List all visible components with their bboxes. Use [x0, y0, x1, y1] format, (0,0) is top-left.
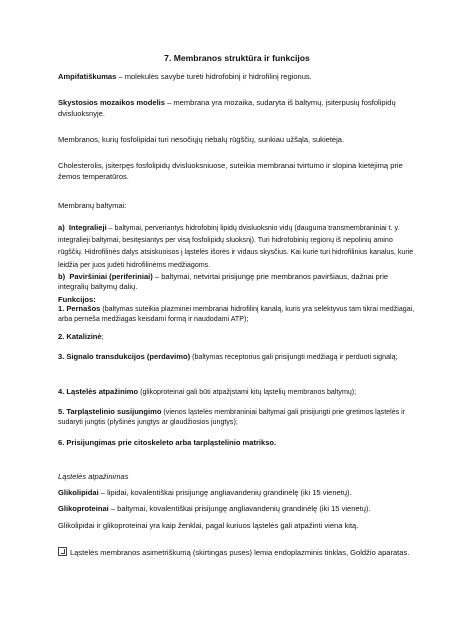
glycoproteins-paragraph [58, 503, 416, 514]
function-1 [58, 304, 416, 325]
amphipathic-definition: – molekulės savybė turėti hidrofobinį ir hidrofilinį regionus. [116, 72, 312, 81]
membranes-paragraph: Membranos, kurių fosfolipidai turi nesočiųjų riebalų rūgščių, sunkiau užšąla, sukietėja. [58, 135, 345, 144]
fluid-mosaic-term: Skystosios mozaikos modelis [58, 98, 165, 107]
function-2-text: ; [101, 332, 104, 341]
peripheral-label: b) [58, 272, 66, 281]
glycoproteins-definition: – baltymai, kovalentiškai prisijungę angliavandenių grandinėlę (iki 15 vienetų). [108, 504, 371, 513]
peripheral-term: Paviršiniai (periferiniai) [69, 272, 153, 281]
functions-heading-text: Funkcijos: [58, 295, 96, 304]
function-2-term: 2. Katalizinė [58, 332, 102, 341]
function-6-text: 6. Prisijungimas prie citoskeleto arba tarpląstelinio matrikso. [58, 438, 277, 447]
function-3 [58, 352, 416, 362]
integral-definition: – baltymai, perveriantys hidrofobinį lipidų dvisluoksnio vidų (dauguma transmembraniniai t. y. integralieji baltymai, besitęsiantys per visą fosfolipidų sluoksnį). Turi hidrofobinių regionų iš nepolinių amino rūgščių. Hidrofilinės dalys atsiskuoisos į ląstelės išorės ir vidaus skysčius. Kai kurie turi hidrofilinius kanalus, kurie leidžia per juos judėti hidrofilinėms medžiagoms. [58, 224, 414, 269]
function-2 [58, 331, 416, 342]
function-4-text: (glikoproteinai gali būti atpažįstami kitų ląstelių membranos baltymų); [138, 388, 357, 396]
function-4 [58, 386, 416, 398]
proteins-heading: Membranų baltymai: [58, 201, 127, 210]
cholesterol-paragraph: Cholesterolis, įsiterpęs fosfolipidų dvisluoksniuose, suteikia membranai tvirtumo ir slopina kietėjimą prie žemos temperatūros. [58, 161, 403, 182]
glycolipids-paragraph [58, 487, 416, 498]
recognition-heading-text: Ląstelės atpažinimas [58, 472, 129, 481]
function-5-term: 5. Tarpląstelinio susijungimo [58, 407, 162, 416]
amphipathic-term: Ampifatiškumas [58, 72, 117, 81]
peripheral-proteins-paragraph [58, 272, 416, 293]
asymmetry-text: Ląstelės membranos asimetriškumą (skirtingas puses) lemia endoplazminis tinklas, Goldžio aparatas. [70, 548, 410, 557]
function-1-text: (baltymas suteikia plazminei membranai hidrofilinį kanalą, kuris yra selektyvus tam tikrai medžiagai, arba perneša medžiagas keisdami formą ir naudodami ATP); [58, 305, 415, 324]
recognition-heading [58, 471, 416, 482]
page-title: 7. Membranos struktūra ir funkcijos [164, 53, 310, 63]
asymmetry-paragraph [58, 547, 416, 558]
glycolipids-term: Glikolipidai [58, 488, 99, 497]
function-1-term: 1. Pernašos [58, 304, 101, 313]
integral-proteins-paragraph [58, 222, 416, 271]
fluid-mosaic-definition: – membrana yra mozaika, sudaryta iš baltymų, įsiterpusių fosfolipidų dvisluoksnyje. [58, 98, 396, 119]
function-4-term: 4. Ląstelės atpažinimo [58, 387, 139, 396]
function-3-text: (baltymas receptorius gali prisijungti medžiagą ir perduoti signalą; [190, 353, 398, 361]
function-3-term: 3. Signalo transdukcijos (perdavimo) [58, 352, 191, 361]
checkbox-icon [58, 547, 67, 556]
glyco-markers-paragraph: Glikolipidai ir glikoproteinai yra kaip ženklai, pagal kuriuos ląstelės gali atpažinti viena kitą. [58, 521, 359, 530]
glycolipids-definition: – lipidai, kovalentiškai prisijungę angliavandenių grandinėlę (iki 15 vienetų). [98, 488, 352, 497]
function-5 [58, 407, 416, 428]
function-5-text: (vienos ląstelės membraniniai baltymai gali prisijungti prie gretimos ląstelės ir sudaryti jungtis (plyšinės jungtys ar glaudžiosios jungtys); [58, 408, 406, 427]
integral-label: a) [58, 223, 65, 232]
amphipathic-paragraph [58, 71, 416, 82]
fluid-mosaic-paragraph [58, 97, 416, 119]
function-6 [58, 437, 416, 448]
peripheral-definition: – baltymai, netvirtai prisijungę prie membranos paviršiaus, dažnai prie integralių baltymų dalių. [58, 272, 389, 292]
integral-term: Integralieji [68, 223, 107, 232]
glycoproteins-term: Glikoproteinai [58, 504, 109, 513]
